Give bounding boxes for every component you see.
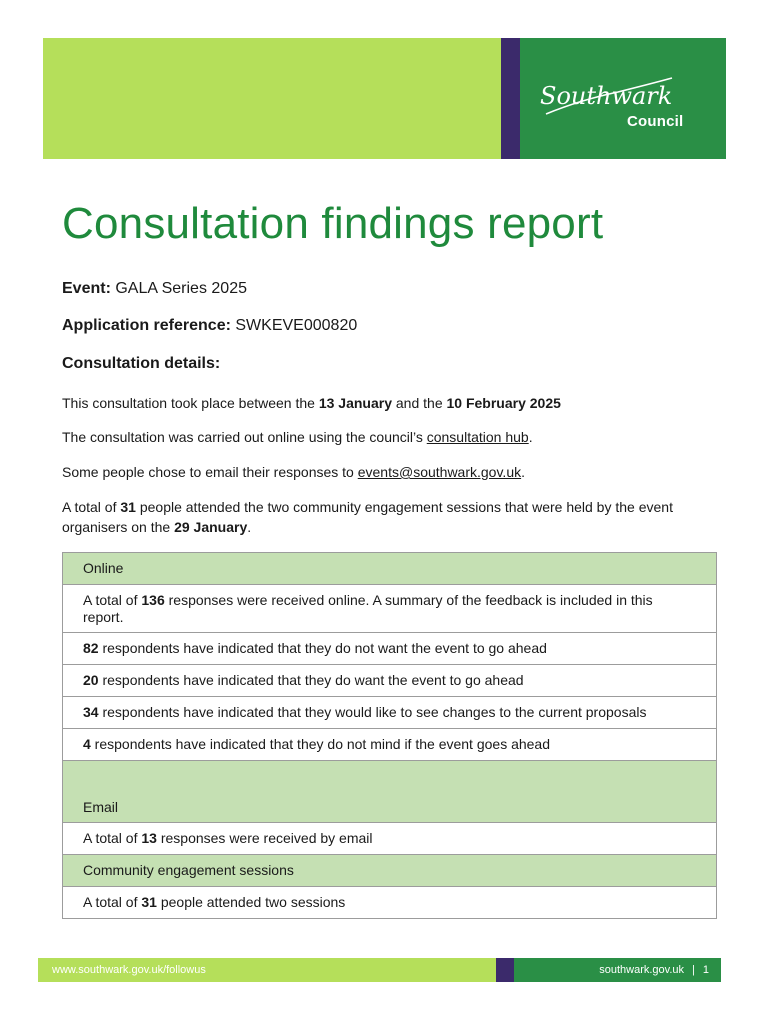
response-row: 20 respondents have indicated that they do want the event to go ahead bbox=[63, 665, 717, 697]
application-label: Application reference: bbox=[62, 317, 231, 334]
footer-purple-stripe bbox=[496, 958, 514, 982]
event-line bbox=[62, 280, 247, 298]
online-header: Online bbox=[63, 553, 717, 585]
application-line bbox=[62, 317, 357, 335]
table-row bbox=[63, 633, 717, 665]
logo-subtitle: Council bbox=[627, 113, 684, 130]
page-footer bbox=[38, 958, 721, 982]
table-row bbox=[63, 761, 717, 823]
logo-wordmark: Southwark bbox=[540, 82, 673, 110]
banner-lime-block bbox=[43, 38, 501, 159]
footer-followus-link[interactable]: www.southwark.gov.uk/followus bbox=[38, 958, 496, 982]
paragraph-email: Some people chose to email their responses to events@southwark.gov.uk. bbox=[62, 464, 525, 480]
details-heading: Consultation details: bbox=[62, 355, 221, 372]
table-row bbox=[63, 553, 717, 585]
page-title: Consultation findings report bbox=[62, 199, 604, 248]
end-date: 10 February 2025 bbox=[446, 395, 561, 411]
community-header: Community engagement sessions bbox=[63, 855, 717, 887]
header-banner bbox=[43, 38, 726, 159]
table-row bbox=[63, 697, 717, 729]
findings-table bbox=[62, 552, 717, 919]
banner-green-block bbox=[520, 38, 726, 159]
table-row bbox=[63, 855, 717, 887]
response-row: 82 respondents have indicated that they do not want the event to go ahead bbox=[63, 633, 717, 665]
response-row: 4 respondents have indicated that they do not mind if the event goes ahead bbox=[63, 729, 717, 761]
footer-separator: | bbox=[692, 964, 695, 976]
table-row bbox=[63, 585, 717, 633]
page-number: 1 bbox=[702, 964, 709, 976]
community-total: A total of 31 people attended two sessions bbox=[63, 887, 717, 919]
table-row bbox=[63, 823, 717, 855]
event-value: GALA Series 2025 bbox=[110, 280, 247, 297]
response-row: 34 respondents have indicated that they would like to see changes to the current proposals bbox=[63, 697, 717, 729]
application-value: SWKEVE000820 bbox=[230, 317, 358, 334]
email-header: Email bbox=[63, 761, 717, 823]
table-row bbox=[63, 887, 717, 919]
online-total: A total of 136 responses were received online. A summary of the feedback is included in this report. bbox=[63, 585, 717, 633]
paragraph-dates: This consultation took place between the 13 January and the 10 February 2025 bbox=[62, 395, 561, 411]
paragraph-sessions: A total of 31 people attended the two community engagement sessions that were held by the event organisers on the 29 January. bbox=[62, 499, 673, 535]
start-date: 13 January bbox=[318, 395, 392, 411]
email-total: A total of 13 responses were received by email bbox=[63, 823, 717, 855]
table-row bbox=[63, 729, 717, 761]
table-row bbox=[63, 665, 717, 697]
consultation-hub-link[interactable]: consultation hub bbox=[426, 429, 529, 445]
paragraph-online: The consultation was carried out online using the council’s consultation hub. bbox=[62, 429, 533, 445]
events-email-link[interactable]: events@southwark.gov.uk bbox=[357, 464, 522, 480]
event-label: Event: bbox=[62, 280, 111, 297]
footer-site-link[interactable]: southwark.gov.uk bbox=[599, 964, 685, 976]
footer-green-block bbox=[514, 958, 721, 982]
banner-purple-stripe bbox=[501, 38, 520, 159]
